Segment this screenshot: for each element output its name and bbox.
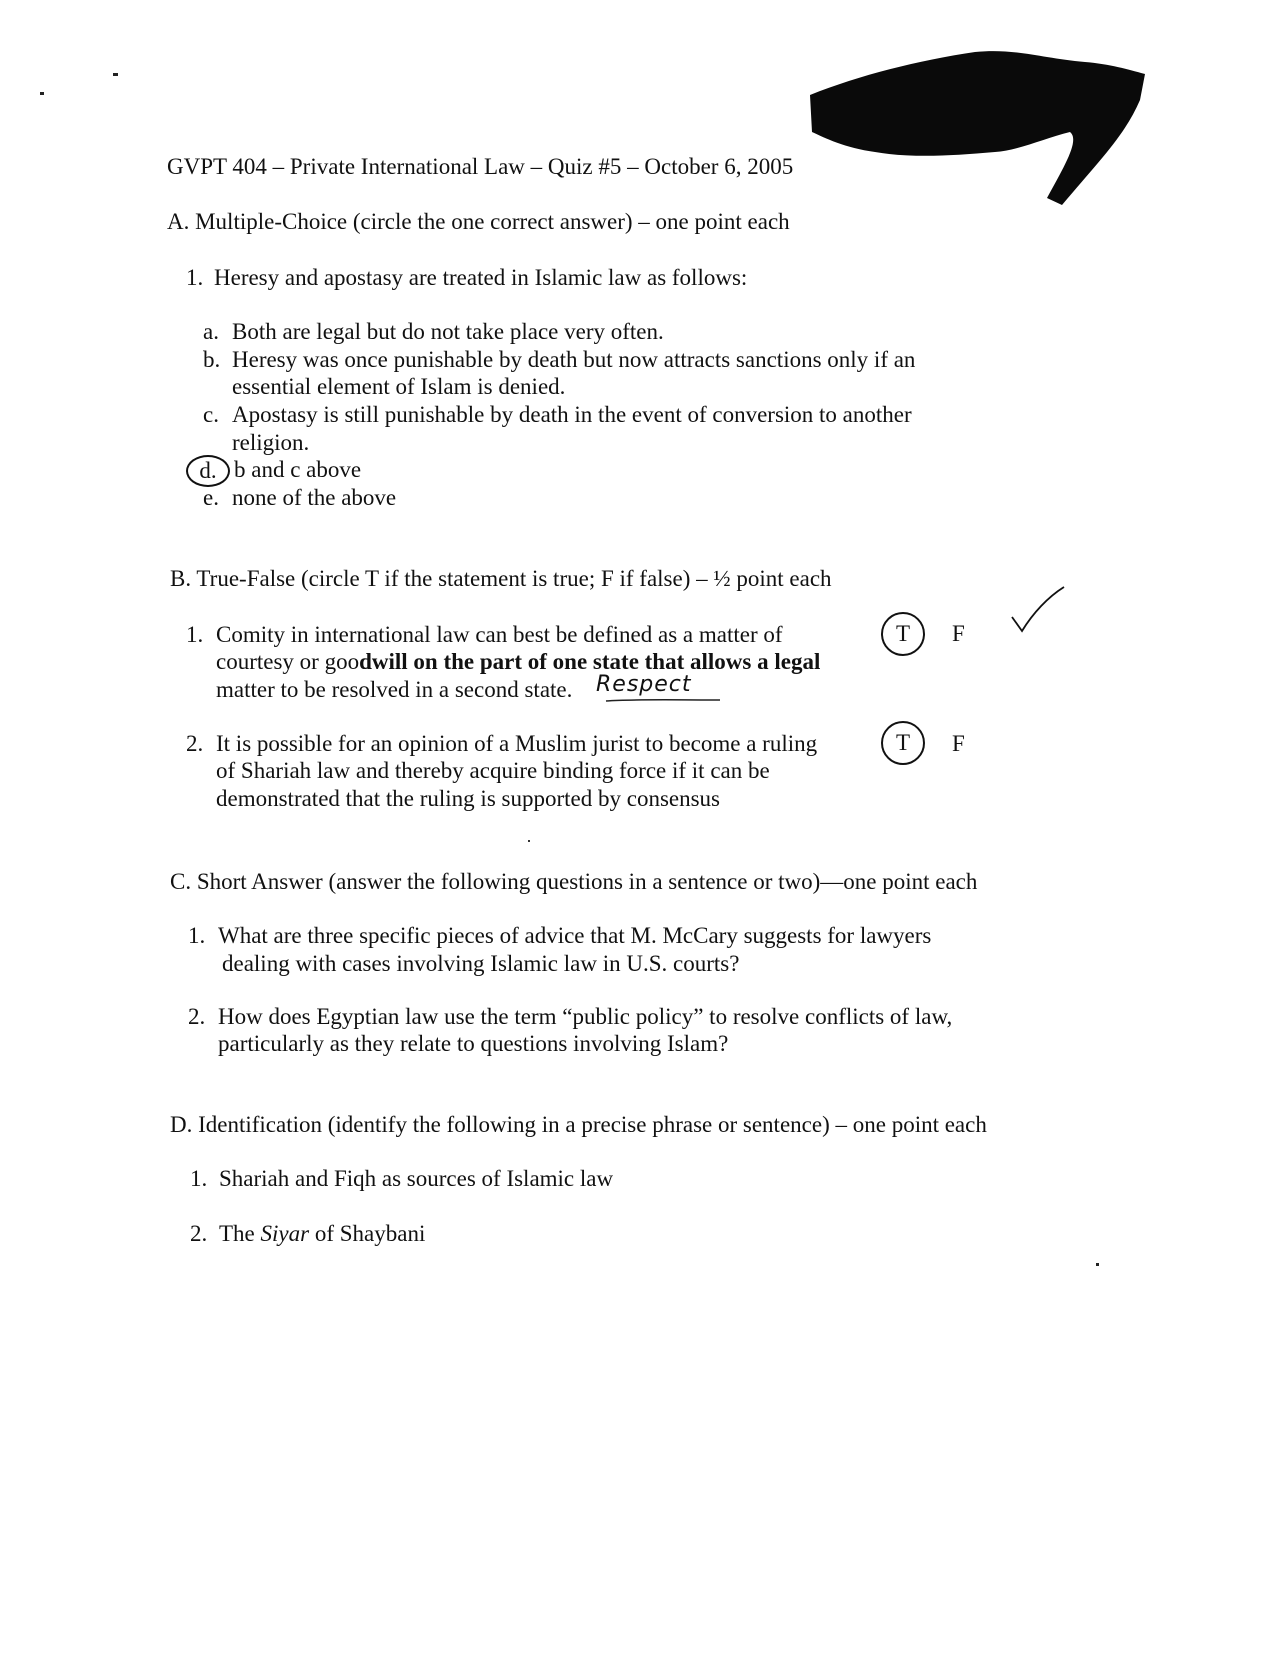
speck [40, 92, 44, 95]
option-letter: c. [203, 402, 219, 427]
question-text: matter to be resolved in a second state. [216, 677, 573, 702]
false-option: F [952, 621, 965, 646]
true-option: T [895, 621, 911, 646]
section-c-heading: C. Short Answer (answer the following questions in a sentence or two)—one point each [170, 869, 978, 894]
question-number: 2. [186, 731, 204, 756]
question-text [216, 648, 820, 676]
question-text: dealing with cases involving Islamic law in U.S. courts? [222, 951, 740, 976]
speck [528, 840, 530, 842]
question-text-part: The [219, 1221, 261, 1246]
option-letter: a. [203, 319, 219, 344]
section-d-heading: D. Identification (identify the following in a precise phrase or sentence) – one point each [170, 1112, 987, 1137]
option-text: religion. [232, 430, 310, 455]
option-text: Heresy was once punishable by death but now attracts sanctions only if an [232, 347, 916, 372]
handwritten-underline [604, 696, 724, 704]
quiz-title: GVPT 404 – Private International Law – Quiz #5 – October 6, 2005 [167, 154, 794, 179]
option-text: b and c above [234, 457, 362, 482]
question-text: of Shariah law and thereby acquire binding force if it can be [216, 758, 770, 783]
option-letter: e. [203, 485, 219, 510]
question-number: 1. [190, 1166, 208, 1191]
question-number: 2. [188, 1004, 206, 1029]
option-text: Both are legal but do not take place very often. [232, 319, 664, 344]
option-text: Apostasy is still punishable by death in the event of conversion to another [232, 402, 912, 427]
question-text: Comity in international law can best be defined as a matter of [216, 622, 783, 647]
true-answer-circle [881, 612, 925, 656]
question-text: It is possible for an opinion of a Muslim jurist to become a ruling [216, 731, 818, 756]
speck [113, 73, 118, 76]
section-a-heading: A. Multiple-Choice (circle the one correct answer) – one point each [167, 209, 790, 234]
question-number: 1. [186, 622, 204, 647]
section-b-heading: B. True-False (circle T if the statement is true; F if false) – ½ point each [170, 566, 832, 591]
question-text-part: courtesy or goo [216, 649, 360, 674]
option-text: none of the above [232, 485, 397, 510]
italic-title: Siyar [260, 1221, 310, 1246]
false-option: F [952, 731, 965, 756]
question-number: 1. [186, 265, 204, 290]
true-option: T [895, 730, 911, 755]
question-text: Heresy and apostasy are treated in Islamic law as follows: [214, 265, 748, 290]
question-text: particularly as they relate to questions involving Islam? [218, 1031, 729, 1056]
handwritten-note: Respect [596, 672, 692, 697]
option-letter: d. [199, 458, 217, 483]
check-mark [1008, 585, 1068, 635]
question-text: Shariah and Fiqh as sources of Islamic law [219, 1166, 614, 1191]
option-text: essential element of Islam is denied. [232, 374, 566, 399]
option-letter: b. [203, 347, 221, 372]
true-answer-circle [881, 721, 925, 765]
question-text [219, 1220, 425, 1248]
black-marker-redaction [800, 40, 1160, 210]
question-text: What are three specific pieces of advice that M. McCary suggests for lawyers [218, 923, 932, 948]
question-number: 1. [188, 923, 206, 948]
question-text-part: of Shaybani [309, 1221, 426, 1246]
answer-circle [186, 455, 230, 487]
question-text-bold-part: dwill on the part of one state that allows a legal [359, 649, 821, 674]
question-text: demonstrated that the ruling is supported by consensus [216, 786, 721, 811]
speck [1096, 1263, 1099, 1266]
question-text: How does Egyptian law use the term “public policy” to resolve conflicts of law, [218, 1004, 953, 1029]
question-number: 2. [190, 1221, 208, 1246]
